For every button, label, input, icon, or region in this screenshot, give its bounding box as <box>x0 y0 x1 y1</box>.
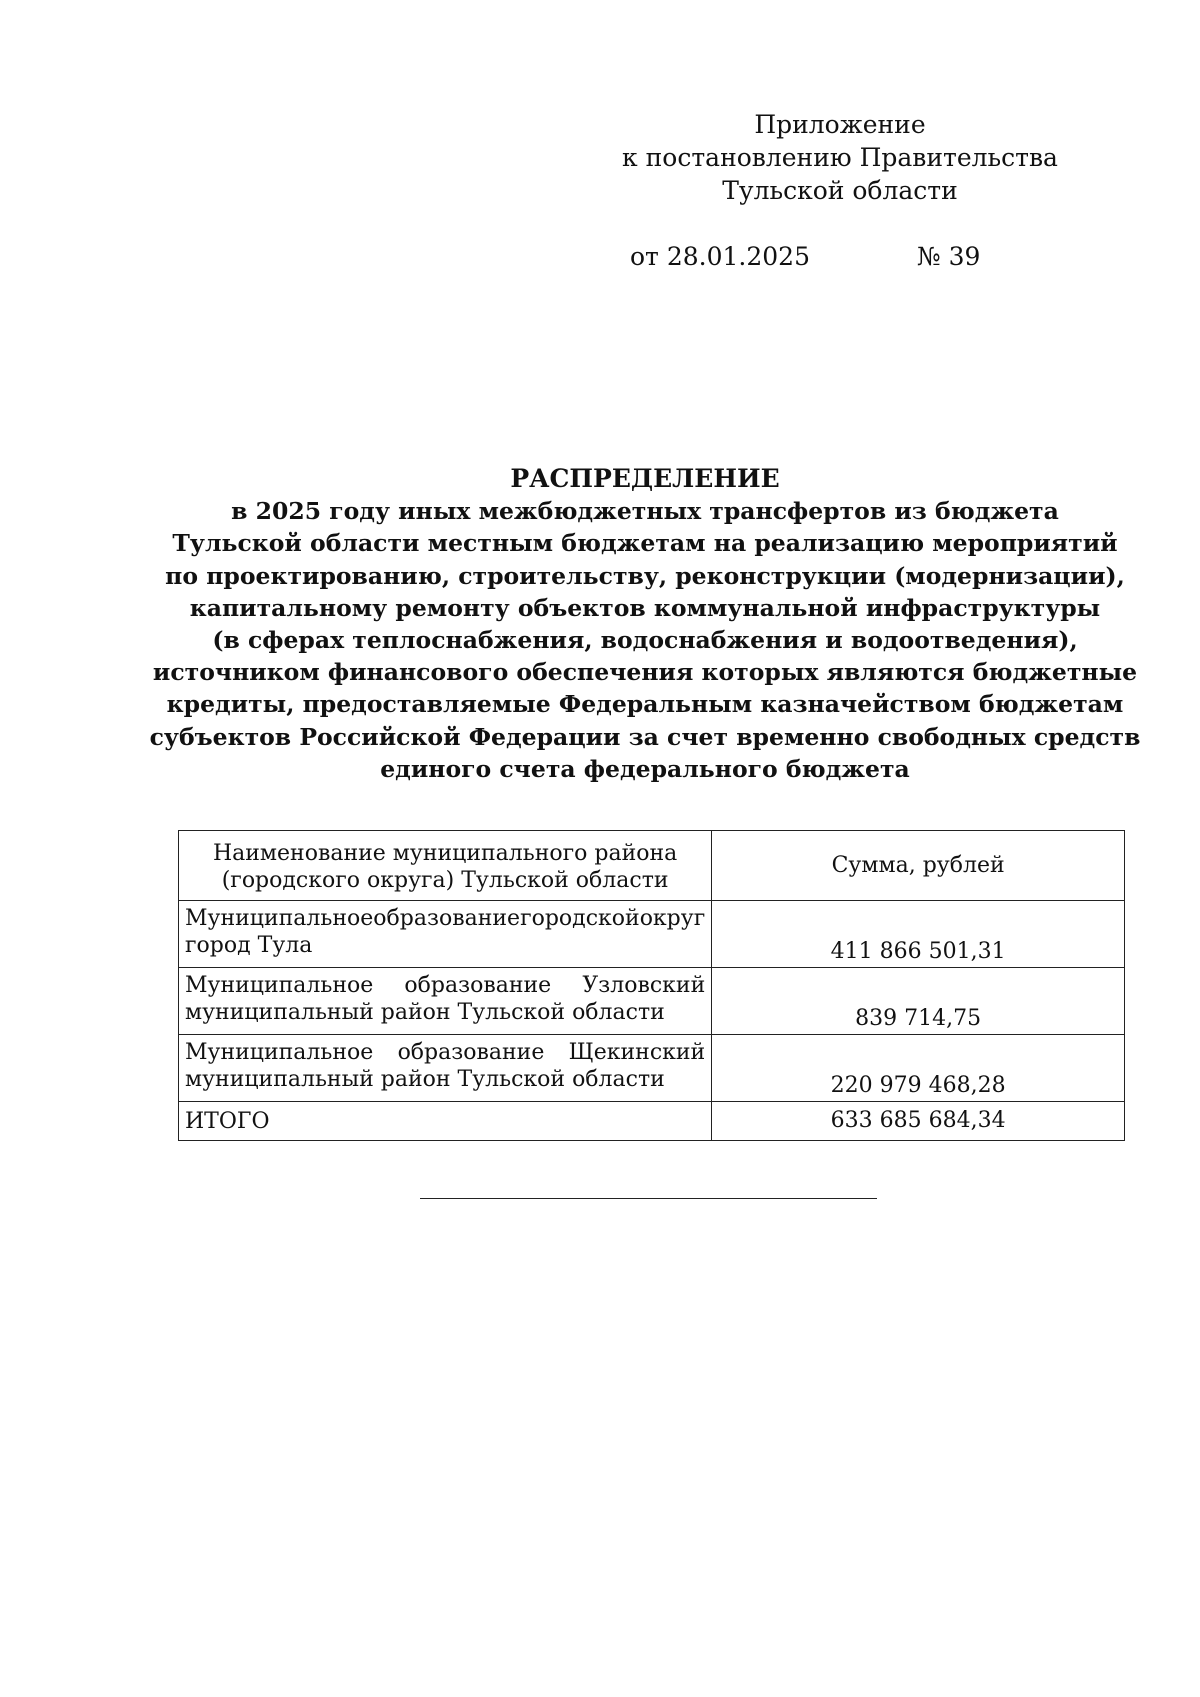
total-label-cell: ИТОГО <box>179 1102 712 1141</box>
municipality-name-line <box>185 1039 705 1066</box>
municipality-name-line <box>185 972 705 999</box>
amount-cell: 411 866 501,31 <box>712 901 1125 968</box>
municipality-name-cell <box>179 968 712 1035</box>
municipality-name-cell <box>179 1035 712 1102</box>
name-word: образование <box>404 973 552 998</box>
name-word: округ <box>639 906 706 931</box>
appendix-region: Тульской области <box>722 176 958 205</box>
total-amount-cell: 633 685 684,34 <box>712 1102 1125 1141</box>
municipality-name-line <box>185 905 705 932</box>
header-name-cell <box>179 831 712 901</box>
name-word: Узловский <box>582 973 706 998</box>
appendix-title: Приложение <box>754 110 926 139</box>
heading-line: Тульской области местным бюджетам на реализацию мероприятий <box>172 529 1118 558</box>
heading-line: капитальному ремонту объектов коммунальной инфраструктуры <box>189 593 1101 622</box>
table-row <box>179 901 1125 968</box>
heading-line: источником финансового обеспечения которых являются бюджетные <box>152 658 1138 687</box>
table-row <box>179 968 1125 1035</box>
name-word: образование <box>397 1040 545 1065</box>
name-word: городской <box>520 906 640 931</box>
header-name-line: (городского округа) Тульской области <box>221 868 669 893</box>
decree-number: № 39 <box>917 242 981 271</box>
amount-cell: 220 979 468,28 <box>712 1035 1125 1102</box>
document-heading <box>100 463 1190 785</box>
appendix-subtitle: к постановлению Правительства <box>622 143 1058 172</box>
end-divider <box>420 1198 877 1199</box>
municipality-name-line: муниципальный район Тульской области <box>185 1000 665 1025</box>
header-amount-cell: Сумма, рублей <box>712 831 1125 901</box>
heading-line: по проектированию, строительству, реконструкции (модернизации), <box>165 561 1125 590</box>
heading-line: кредиты, предоставляемые Федеральным казначейством бюджетам <box>166 690 1124 719</box>
heading-line: единого счета федерального бюджета <box>380 754 910 783</box>
municipality-name-line: муниципальный район Тульской области <box>185 1067 665 1092</box>
name-word: Муниципальное <box>185 1040 374 1065</box>
distribution-table <box>178 830 1125 1141</box>
municipality-name-line: город Тула <box>185 933 313 958</box>
amount-cell: 839 714,75 <box>712 968 1125 1035</box>
heading-line: субъектов Российской Федерации за счет временно свободных средств <box>149 722 1141 751</box>
header-name-line: Наименование муниципального района <box>212 841 678 866</box>
name-word: Муниципальное <box>185 973 374 998</box>
name-word: Щекинский <box>568 1040 706 1065</box>
decree-date: от 28.01.2025 <box>630 242 810 271</box>
table-header-row <box>179 831 1125 901</box>
heading-title: РАСПРЕДЕЛЕНИЕ <box>510 464 780 493</box>
name-word: Муниципальное <box>185 906 374 931</box>
appendix-block <box>560 108 1120 207</box>
municipality-name-cell <box>179 901 712 968</box>
table-row <box>179 1035 1125 1102</box>
heading-line: в 2025 году иных межбюджетных трансфертов из бюджета <box>231 497 1059 526</box>
total-row <box>179 1102 1125 1141</box>
heading-line: (в сферах теплоснабжения, водоснабжения и водоотведения), <box>212 626 1078 655</box>
name-word: образование <box>373 906 521 931</box>
